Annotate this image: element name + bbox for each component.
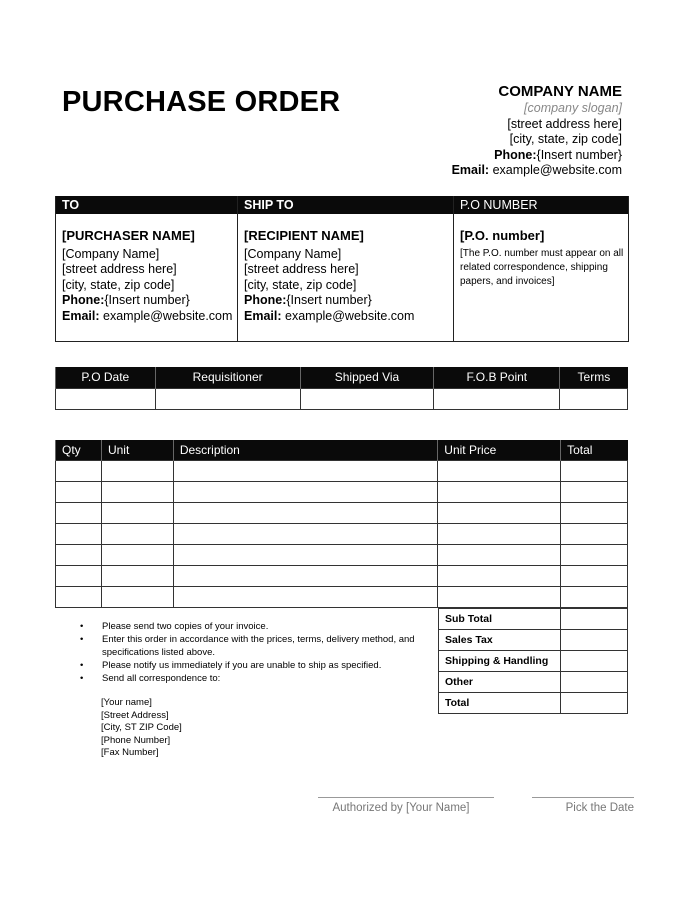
qty-cell[interactable] xyxy=(56,586,102,607)
company-slogan: [company slogan] xyxy=(524,101,622,115)
email-value: example@website.com xyxy=(285,308,415,323)
unit-cell[interactable] xyxy=(101,481,173,502)
po-number-section xyxy=(454,196,630,341)
shipping-label: Shipping & Handling xyxy=(439,651,561,672)
description-cell[interactable] xyxy=(173,502,437,523)
company-city: [city, state, zip code] xyxy=(509,132,622,146)
other-label: Other xyxy=(439,672,561,693)
unit-price-cell[interactable] xyxy=(438,502,561,523)
phone-label: Phone: xyxy=(62,293,105,307)
authorized-signature-line[interactable] xyxy=(318,797,494,814)
email-label: Email: xyxy=(244,308,282,323)
qty-cell[interactable] xyxy=(56,460,102,481)
correspondence-address xyxy=(101,697,182,760)
po-number-note: [The P.O. number must appear on all related correspondence, shipping papers, and invoices] xyxy=(460,247,624,287)
contact-street[interactable]: [Street Address] xyxy=(101,709,169,721)
phone-value: {Insert number} xyxy=(286,293,372,307)
table-row xyxy=(56,523,628,544)
ship-to-section xyxy=(238,196,454,341)
purchaser-email[interactable] xyxy=(62,309,237,325)
qty-cell[interactable] xyxy=(56,523,102,544)
qty-cell[interactable] xyxy=(56,481,102,502)
column-header: Requisitioner xyxy=(155,367,300,388)
phone-value: {Insert number} xyxy=(104,293,190,307)
company-phone xyxy=(452,148,622,164)
table-row xyxy=(56,502,628,523)
authorized-label: Authorized by [Your Name] xyxy=(332,802,470,814)
column-header: Unit Price xyxy=(438,440,561,460)
po-date-cell[interactable] xyxy=(56,388,156,409)
shipping-value[interactable] xyxy=(561,651,628,672)
to-header: TO xyxy=(62,198,80,212)
description-cell[interactable] xyxy=(173,565,437,586)
total-label: Total xyxy=(439,693,561,714)
unit-cell[interactable] xyxy=(101,544,173,565)
shipping-header-row xyxy=(56,367,628,388)
company-street: [street address here] xyxy=(507,116,622,131)
subtotal-row xyxy=(439,609,628,630)
contact-city[interactable]: [City, ST ZIP Code] xyxy=(101,722,182,733)
column-header: F.O.B Point xyxy=(434,367,560,388)
total-cell[interactable] xyxy=(561,565,628,586)
items-header-row xyxy=(56,440,628,460)
table-row xyxy=(56,565,628,586)
phone-value: {Insert number} xyxy=(536,147,622,162)
description-cell[interactable] xyxy=(173,544,437,565)
sales-tax-label: Sales Tax xyxy=(439,630,561,651)
requisitioner-cell[interactable] xyxy=(155,388,300,409)
table-row xyxy=(56,481,628,502)
terms-cell[interactable] xyxy=(560,388,628,409)
sales-tax-row xyxy=(439,630,628,651)
other-row xyxy=(439,672,628,693)
shipping-value-row xyxy=(56,388,628,409)
column-header: Total xyxy=(561,440,628,460)
column-header: Terms xyxy=(560,367,628,388)
company-info xyxy=(452,82,622,179)
date-signature-line[interactable] xyxy=(532,797,634,814)
page-title: PURCHASE ORDER xyxy=(62,86,341,118)
total-value[interactable] xyxy=(561,693,628,714)
column-header: Shipped Via xyxy=(300,367,434,388)
shipping-row xyxy=(439,651,628,672)
total-cell[interactable] xyxy=(561,502,628,523)
company-name: COMPANY NAME xyxy=(498,83,622,100)
other-value[interactable] xyxy=(561,672,628,693)
total-cell[interactable] xyxy=(561,460,628,481)
qty-cell[interactable] xyxy=(56,565,102,586)
table-row xyxy=(56,544,628,565)
total-row xyxy=(439,693,628,714)
unit-cell[interactable] xyxy=(101,460,173,481)
column-header: Unit xyxy=(101,440,173,460)
shipping-table xyxy=(55,367,628,410)
unit-price-cell[interactable] xyxy=(438,481,561,502)
unit-cell[interactable] xyxy=(101,565,173,586)
recipient-company[interactable]: [Company Name] xyxy=(244,246,342,261)
contact-fax[interactable]: [Fax Number] xyxy=(101,747,159,758)
subtotal-label: Sub Total xyxy=(439,609,561,630)
table-row xyxy=(56,586,628,607)
ship-to-header: SHIP TO xyxy=(244,198,294,212)
total-cell[interactable] xyxy=(561,481,628,502)
qty-cell[interactable] xyxy=(56,502,102,523)
qty-cell[interactable] xyxy=(56,544,102,565)
unit-price-cell[interactable] xyxy=(438,523,561,544)
contact-name[interactable]: [Your name] xyxy=(101,697,152,708)
phone-label: Phone: xyxy=(494,147,537,162)
recipient-city[interactable]: [city, state, zip code] xyxy=(244,277,357,292)
note-item: • Please send two copies of your invoice. xyxy=(80,620,430,633)
po-number-value[interactable]: [P.O. number] xyxy=(460,228,545,243)
total-cell[interactable] xyxy=(561,544,628,565)
items-table xyxy=(55,440,628,608)
recipient-email[interactable] xyxy=(244,309,453,325)
column-header: P.O Date xyxy=(56,367,156,388)
purchaser-company[interactable]: [Company Name] xyxy=(62,246,160,261)
contact-phone[interactable]: [Phone Number] xyxy=(101,734,171,746)
to-section xyxy=(56,196,238,341)
purchaser-city[interactable]: [city, state, zip code] xyxy=(62,277,175,292)
description-cell[interactable] xyxy=(173,481,437,502)
recipient-phone[interactable] xyxy=(244,293,453,309)
address-box xyxy=(55,196,629,342)
purchaser-phone[interactable] xyxy=(62,293,237,309)
unit-price-cell[interactable] xyxy=(438,565,561,586)
unit-cell[interactable] xyxy=(101,502,173,523)
unit-cell[interactable] xyxy=(101,523,173,544)
recipient-street[interactable]: [street address here] xyxy=(244,262,359,276)
shipped-via-cell[interactable] xyxy=(300,388,434,409)
email-value: example@website.com xyxy=(492,163,622,177)
column-header: Description xyxy=(173,440,437,460)
notes-list xyxy=(80,620,430,685)
total-cell[interactable] xyxy=(561,523,628,544)
note-item: • Please notify us immediately if you are unable to ship as specified. xyxy=(80,659,430,672)
purchaser-street[interactable]: [street address here] xyxy=(62,262,177,276)
unit-price-cell[interactable] xyxy=(438,544,561,565)
unit-price-cell[interactable] xyxy=(438,460,561,481)
description-cell[interactable] xyxy=(173,523,437,544)
po-number-header: P.O NUMBER xyxy=(460,198,538,212)
table-row xyxy=(56,460,628,481)
description-cell[interactable] xyxy=(173,460,437,481)
email-label: Email: xyxy=(62,308,100,323)
purchaser-name[interactable]: [PURCHASER NAME] xyxy=(62,228,195,243)
company-email xyxy=(452,163,622,179)
email-value: example@website.com xyxy=(103,308,233,323)
note-item: • Enter this order in accordance with the prices, terms, delivery method, and specifications listed above. xyxy=(80,633,430,659)
unit-price-cell[interactable] xyxy=(438,586,561,607)
column-header: Qty xyxy=(56,440,102,460)
subtotal-value[interactable] xyxy=(561,609,628,630)
recipient-name[interactable]: [RECIPIENT NAME] xyxy=(244,228,364,243)
sales-tax-value[interactable] xyxy=(561,630,628,651)
note-item: • Send all correspondence to: xyxy=(80,672,430,685)
description-cell[interactable] xyxy=(173,586,437,607)
total-cell[interactable] xyxy=(561,586,628,607)
phone-label: Phone: xyxy=(244,293,287,307)
date-label: Pick the Date xyxy=(565,802,634,814)
unit-cell[interactable] xyxy=(101,586,173,607)
email-label: Email: xyxy=(451,163,490,177)
totals-table xyxy=(438,608,628,714)
fob-point-cell[interactable] xyxy=(434,388,560,409)
